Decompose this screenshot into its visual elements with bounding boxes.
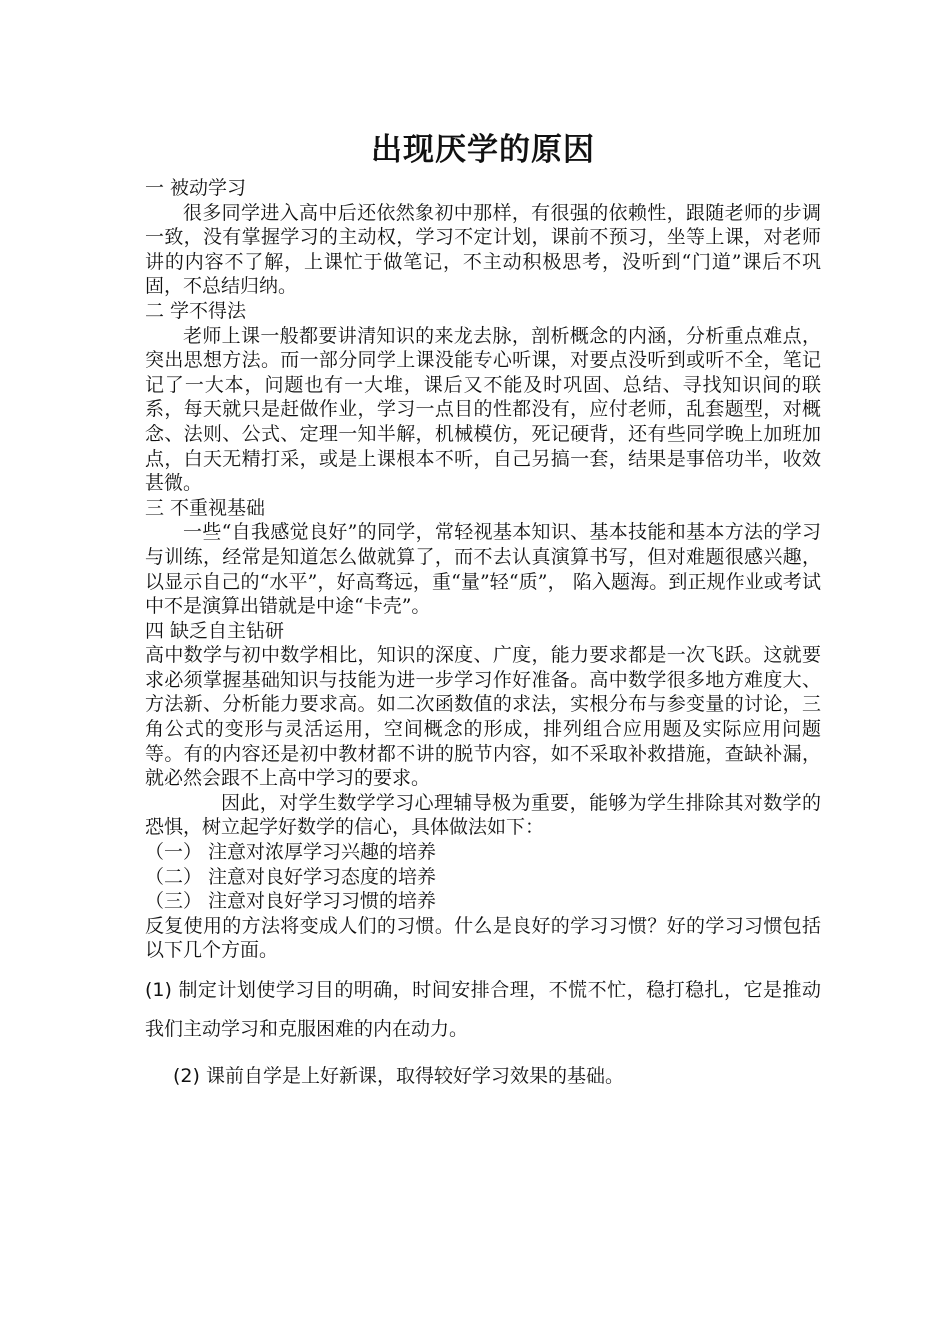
section-body-4: 高中数学与初中数学相比，知识的深度、广度，能力要求都是一次飞跃。这就要求必须掌握基础知识与技能为进一步学习作好准备。高中数学很多地方难度大、方法新、分析能力要求高。如二次函数值的求法，实根分布与参变量的讨论，三角公式的变形与灵活运用，空间概念的形成，排列组合应用题及实际应用问题等。有的内容还是初中教材都不讲的脱节内容，如不采取补救措施，查缺补漏，就必然会跟不上高中学习的要求。 [145,644,821,790]
list-item-3: （三） 注意对良好学习习惯的培养 [145,890,437,913]
section-heading-1: 一 被动学习 [145,177,247,199]
section-heading-3: 三 不重视基础 [145,496,266,519]
document-page [145,128,821,1096]
section-heading-4: 四 缺乏自主钻研 [145,619,285,642]
section-body-2: 老师上课一般都要讲清知识的来龙去脉，剖析概念的内涵，分析重点难点，突出思想方法。而一部分同学上课没能专心听课，对要点没听到或听不全，笔记记了一大本，问题也有一大堆，课后又不能及时巩固、总结、寻找知识间的联系，每天就只是赶做作业，学习一点目的性都没有，应付老师，乱套题型，对概念、法则、公式、定理一知半解，机械模仿，死记硬背，还有些同学晚上加班加点，白天无精打采，或是上课根本不听，自己另搞一套，结果是事倍功半，收效甚微。 [145,324,821,495]
point-2-paragraph: (2) 课前自学是上好新课，取得较好学习效果的基础。 [173,1065,624,1087]
point-1-paragraph: (1) 制定计划使学习目的明确，时间安排合理，不慌不忙，稳打稳扎，它是推动我们主动学习和克服困难的内在动力。 [145,979,821,1040]
habit-intro-paragraph: 反复使用的方法将变成人们的习惯。什么是良好的学习习惯？好的学习习惯包括以下几个方面。 [145,914,821,962]
section-body-3: 一些“自我感觉良好”的同学，常轻视基本知识、基本技能和基本方法的学习与训练，经常是知道怎么做就算了，而不去认真演算书写，但对难题很感兴趣，以显示自己的“水平”，好高骛远，重“量”轻“质”， 陷入题海。到正规作业或考试中不是演算出错就是中途“卡壳”。 [145,521,821,618]
list-item-1: （一） 注意对浓厚学习兴趣的培养 [145,841,437,864]
section-body-1: 很多同学进入高中后还依然象初中那样，有很强的依赖性，跟随老师的步调一致，没有掌握学习的主动权，学习不定计划，课前不预习，坐等上课，对老师讲的内容不了解，上课忙于做笔记，不主动积极思考，没听到“门道”课后不巩固，不总结归纳。 [145,201,821,298]
list-item-2: （二） 注意对良好学习态度的培养 [145,865,437,888]
therefore-paragraph: 因此，对学生数学学习心理辅导极为重要，能够为学生排除其对数学的恐惧，树立起学好数学的信心，具体做法如下： [145,791,821,839]
document-title: 出现厌学的原因 [371,132,595,168]
section-heading-2: 二 学不得法 [145,299,247,322]
